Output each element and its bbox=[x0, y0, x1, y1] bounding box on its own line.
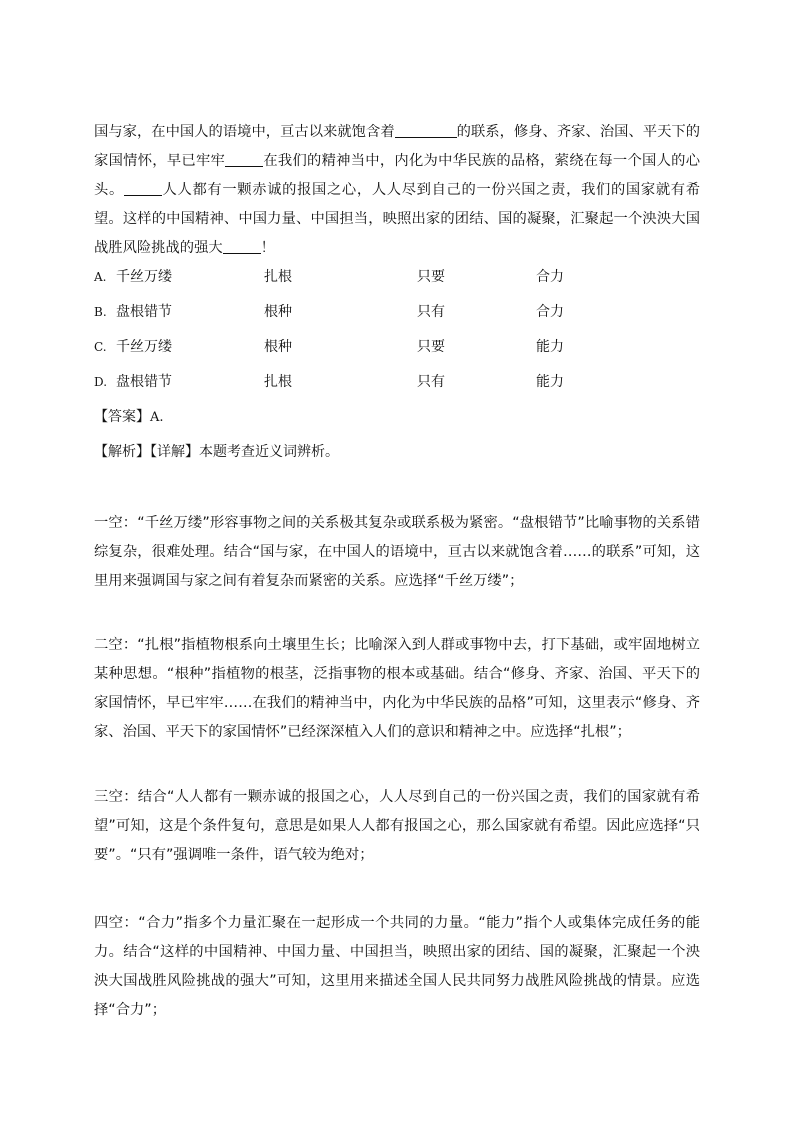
option-cell-2: 根种 bbox=[264, 304, 292, 320]
answer-blank bbox=[225, 150, 263, 167]
answer-line bbox=[94, 405, 164, 430]
answer-blank bbox=[124, 179, 162, 196]
option-cell-3: 只有 bbox=[417, 304, 445, 320]
answer-blank bbox=[223, 237, 261, 254]
option-letter: D. bbox=[94, 375, 108, 389]
analysis-paragraph-4: 四空：“合力”指多个力量汇聚在一起形成一个共同的力量。“能力”指个人或集体完成任务的能力。结合“这样的中国精神、中国力量、中国担当，映照出家的团结、国的凝聚，汇聚起一个泱泱大国战胜风险挑战的强大”可知，这里用来描述全国人民共同努力战胜风险挑战的情景。应选择“合力”； bbox=[94, 915, 700, 1018]
option-letter: B. bbox=[94, 305, 107, 319]
option-cell-4: 合力 bbox=[536, 304, 564, 320]
option-letter: C. bbox=[94, 340, 107, 354]
analysis-paragraph-3: 三空：结合“人人都有一颗赤诚的报国之心，人人尽到自己的一份兴国之责，我们的国家就有希望”可知，这是个条件复句，意思是如果人人都有报国之心，那么国家就有希望。因此应选择“只要”。“只有”强调唯一条件，语气较为绝对； bbox=[94, 789, 700, 863]
answer-label: 【答案】 bbox=[94, 409, 150, 425]
option-cell-1: 千丝万缕 bbox=[116, 339, 172, 355]
option-cell-1: 盘根错节 bbox=[116, 304, 172, 320]
stem-text: 国与家，在中国人的语境中，亘古以来就饱含着 bbox=[94, 124, 395, 140]
option-cell-2: 扎根 bbox=[264, 374, 292, 390]
option-cell-1: 千丝万缕 bbox=[116, 269, 172, 285]
question-stem bbox=[94, 118, 700, 263]
option-cell-2: 扎根 bbox=[264, 269, 292, 285]
analysis-heading: 【解析】【详解】本题考查近义词辨析。 bbox=[94, 444, 339, 460]
answer-value: A. bbox=[150, 410, 164, 425]
option-cell-4: 能力 bbox=[536, 374, 564, 390]
option-cell-4: 能力 bbox=[536, 339, 564, 355]
analysis-paragraph-1: 一空：“千丝万缕”形容事物之间的关系极其复杂或联系极为紧密。“盘根错节”比喻事物的关系错综复杂，很难处理。结合“国与家，在中国人的语境中，亘古以来就饱含着……的联系”可知，这里用来强调国与家之间有着复杂而紧密的关系。应选择“千丝万缕”； bbox=[94, 515, 700, 589]
stem-text: 在我们的精神当中，内化为中华民族的品格，萦绕在每一个国人的心头。 bbox=[94, 153, 700, 198]
option-cell-1: 盘根错节 bbox=[116, 374, 172, 390]
option-letter: A. bbox=[94, 270, 107, 284]
stem-text: 的联系，修身、齐家、治国、平天下的家国情怀，早已牢牢 bbox=[94, 124, 701, 169]
option-cell-4: 合力 bbox=[536, 269, 564, 285]
answer-blank bbox=[395, 121, 457, 138]
stem-text: 人人都有一颗赤诚的报国之心，人人尽到自己的一份兴国之责，我们的国家就有希望。这样的中国精神、中国力量、中国担当，映照出家的团结、国的凝聚，汇聚起一个泱泱大国战胜风险挑战的强大 bbox=[94, 182, 701, 256]
option-cell-3: 只要 bbox=[417, 269, 445, 285]
analysis-paragraph-2: 二空：“扎根”指植物根系向土壤里生长；比喻深入到人群或事物中去，打下基础，或牢固地树立某种思想。“根种”指植物的根茎，泛指事物的根本或基础。结合“修身、齐家、治国、平天下的家国情怀，早已牢牢……在我们的精神当中，内化为中华民族的品格”可知，这里表示“修身、齐家、治国、平天下的家国情怀”已经深深植入人们的意识和精神之中。应选择“扎根”； bbox=[94, 637, 700, 740]
option-cell-3: 只有 bbox=[417, 374, 445, 390]
stem-text: ！ bbox=[260, 240, 275, 256]
option-cell-3: 只要 bbox=[417, 339, 445, 355]
option-cell-2: 根种 bbox=[264, 339, 292, 355]
